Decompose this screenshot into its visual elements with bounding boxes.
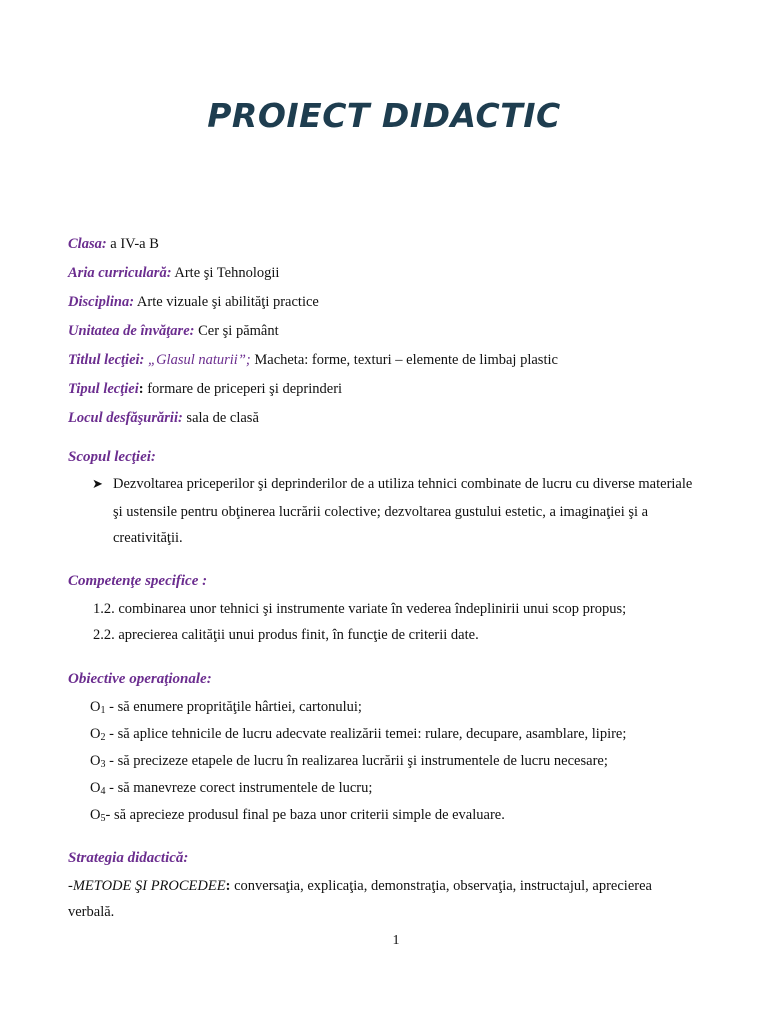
obiectiv-item — [90, 806, 505, 828]
field-tipul — [68, 380, 342, 398]
field-value: Arte vizuale şi abilităţi practice — [134, 294, 319, 310]
scopul-line: şi ustensile pentru obţinerea lucrării colective; dezvoltarea gustului estetic, a imaginaţiei şi a — [113, 504, 649, 520]
field-unitatea — [68, 322, 279, 340]
metode-line-2: verbală. — [68, 904, 115, 920]
obiectiv-index: 2 — [100, 732, 106, 743]
obiectiv-letter: O — [90, 726, 101, 742]
competenta-item: 1.2. combinarea unor tehnici şi instrumente variate în vederea îndeplinirii unui scop propus; — [93, 601, 627, 617]
field-value: Cer şi pământ — [194, 323, 279, 339]
obiectiv-index: 5 — [100, 813, 106, 824]
field-locul — [68, 409, 259, 427]
obiectiv-letter: O — [90, 780, 101, 796]
metode-colon: : — [225, 878, 231, 894]
field-value: formare de priceperi şi deprinderi — [143, 381, 343, 397]
field-label: Titlul lecţiei: — [68, 352, 145, 368]
scopul-line: creativităţii. — [113, 530, 183, 546]
obiectiv-index: 4 — [100, 786, 106, 797]
obiectiv-letter: O — [90, 753, 101, 769]
field-value: a IV-a B — [106, 236, 159, 252]
field-label: Tipul lecţiei — [68, 381, 139, 397]
field-label: Clasa: — [68, 236, 107, 252]
scopul-heading: Scopul lecţiei: — [68, 449, 156, 465]
field-value: Arte şi Tehnologii — [171, 265, 280, 281]
page-title: PROIECT DIDACTIC — [207, 96, 561, 135]
obiective-heading: Obiective operaţionale: — [68, 671, 212, 687]
obiectiv-index: 3 — [100, 759, 106, 770]
field-label: Aria curriculară: — [68, 265, 172, 281]
field-titlul — [68, 351, 558, 369]
obiectiv-text: - să precizeze etapele de lucru în realizarea lucrării şi instrumentele de lucru necesare; — [105, 753, 608, 769]
obiectiv-item — [90, 725, 626, 747]
metode-line — [68, 877, 652, 895]
scopul-line: Dezvoltarea priceperilor şi deprinderilor de a utiliza tehnici combinate de lucru cu diverse materiale — [113, 476, 693, 492]
obiectiv-text: - să enumere proprităţile hârtiei, cartonului; — [105, 699, 362, 715]
arrow-bullet-icon: ➤ — [92, 476, 103, 491]
field-value-italic: „Glasul naturii”; — [144, 352, 251, 368]
competenta-item: 2.2. aprecierea calităţii unui produs finit, în funcţie de criterii date. — [93, 627, 479, 643]
obiectiv-text: - să manevreze corect instrumentele de lucru; — [105, 780, 373, 796]
metode-text: conversaţia, explicaţia, demonstraţia, observaţia, instructajul, aprecierea — [230, 878, 652, 894]
obiectiv-item — [90, 752, 608, 774]
field-colon: : — [138, 381, 144, 397]
field-label: Disciplina: — [68, 294, 135, 310]
obiectiv-item — [90, 779, 372, 801]
metode-label: -METODE ŞI PROCEDEE — [68, 878, 226, 894]
field-value: Macheta: forme, texturi – elemente de limbaj plastic — [250, 352, 558, 368]
field-aria-curriculara — [68, 264, 279, 282]
field-disciplina — [68, 293, 319, 311]
field-label: Unitatea de învăţare: — [68, 323, 195, 339]
obiectiv-letter: O — [90, 807, 101, 823]
field-value: sala de clasă — [182, 410, 259, 426]
field-label: Locul desfăşurării: — [68, 410, 183, 426]
competente-heading: Competenţe specifice : — [68, 573, 208, 589]
obiectiv-text: - să aprecieze produsul final pe baza unor criterii simple de evaluare. — [105, 807, 505, 823]
obiectiv-text: - să aplice tehnicile de lucru adecvate realizării temei: rulare, decupare, asamblare, lipire; — [105, 726, 627, 742]
obiectiv-index: 1 — [100, 705, 106, 716]
obiectiv-item — [90, 698, 362, 720]
obiectiv-letter: O — [90, 699, 101, 715]
field-clasa — [68, 235, 159, 253]
strategia-heading: Strategia didactică: — [68, 850, 189, 866]
page-number: 1 — [392, 933, 400, 948]
